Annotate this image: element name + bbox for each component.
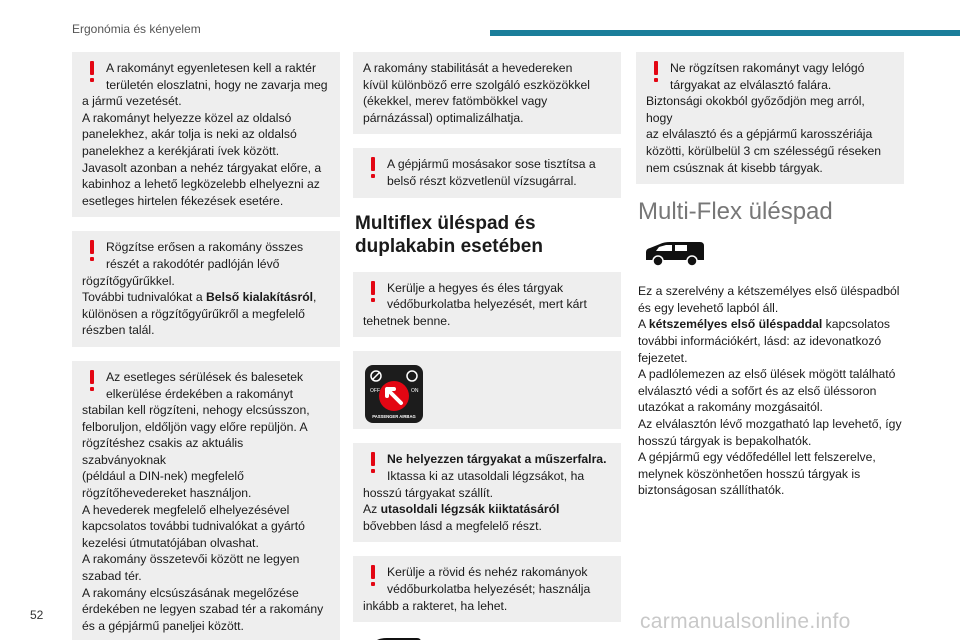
- warning-box-short-heavy: Kerülje a rövid és nehéz rakományok védőburkolatba helyezését; használja inkább a rakteret, ha lehet.: [353, 556, 621, 622]
- link-airbag-deactivation: utasoldali légzsák kiiktatásáról: [380, 502, 560, 517]
- warning-icon: [652, 61, 660, 83]
- watermark: carmanualsonline.info: [640, 610, 851, 633]
- airbag-caption: PASSENGER AIRBAG: [372, 414, 416, 420]
- warning-icon: [88, 240, 96, 262]
- airbag-off-label: OFF: [370, 388, 380, 395]
- warning-box-washing: A gépjármű mosásakor sose tisztítsa a belső részt közvetlenül vízsugárral.: [353, 148, 621, 197]
- column-left: [72, 52, 340, 640]
- airbag-illustration-box: [353, 351, 621, 429]
- column-right: [636, 52, 904, 499]
- page-number: 52: [30, 608, 44, 622]
- warning-box-sharp-objects: Kerülje a hegyes és éles tárgyak védőburkolatba helyezését, mert kárt tehetnek benne.: [353, 272, 621, 338]
- warning-box-dashboard: Ne helyezzen tárgyakat a műszerfalra. Iktassa ki az utasoldali légzsákot, ha hosszú tárgyakat szállít. Az utasoldali légzsák kiiktatásáról bővebben lásd a megfelelő részt.: [353, 443, 621, 542]
- warning-box-partition: Ne rögzítsen rakományt vagy lelógó tárgyakat az elválasztó falára. Biztonsági okokból győződjön meg arról, hogy az elválasztó és a gépjármű karosszériája közötti, körülbelül 3 cm szélességű réseken nem csúsznak át kisebb tárgyak.: [636, 52, 904, 184]
- section-heading-multiflex: Multiflex üléspad és duplakabin esetében: [355, 212, 543, 257]
- airbag-on-label: ON: [411, 388, 419, 395]
- link-double-front-bench: kétszemélyes első üléspaddal: [648, 317, 823, 332]
- section-heading-multi-flex-bench: Multi-Flex üléspad: [638, 198, 833, 226]
- warning-icon: [369, 281, 377, 303]
- warning-icon: [369, 565, 377, 587]
- column-middle: [353, 52, 621, 640]
- warning-icon: [88, 370, 96, 392]
- warning-box-load-distribution: A rakományt egyenletesen kell a raktér területén eloszlatni, hogy ne zavarja meg a jármű vezetését. A rakományt helyezze közel az oldalsó panelekhez, akár tolja is neki az oldalsó panelekhez a kerékjárati ívek között. Javasolt azonban a nehéz tárgyakat előre, a kabinhoz a lehető legközelebb elhelyezni az esetleges hirtelen fékezések esetére.: [72, 52, 340, 217]
- warning-box-straps: Az esetleges sérülések és balesetek elkerülése érdekében a rakományt stabilan kell rögzíteni, nehogy elcsússzon, felboruljon, eldőljön vagy előre repüljön. A rögzítéshez csakis az aktuális szabványoknak (például a DIN-nek) megfelelő rögzítőhevedereket használjon. A hevederek megfelelő elhelyezésével kapcsolatos további tudnivalókat a gyártó kezelési útmutatójában olvashat. A rakomány összetevői között ne legyen szabad tér. A rakomány elcsúszásának megelőzése érdekében ne legyen szabad tér a rakomány és a gépjármű paneljei között.: [72, 361, 340, 640]
- van-icon: [642, 240, 904, 273]
- link-interior-layout: Belső kialakításról: [206, 290, 314, 305]
- header-title: Ergonómia és kényelem: [72, 22, 201, 36]
- multi-flex-description: Ez a szerelvény a kétszemélyes első üléspadból és egy levehető lapból áll. A kétszemélyes első üléspaddal kapcsolatos további információkért, lásd: az idevonatkozó fejezetet. A padlólemezen az első ülések mögött található elválasztó védi a sofőrt és az első üléssoron utazókat a rakomány mozgásaitól. Az elválasztón lévő mozgatható lap levehető, így hosszú tárgyak is bepakolhatók. A gépjármű egy védőfedéllel lett felszerelve, melynek köszönhetően hosszú tárgyak is biztonságosan szállíthatók.: [638, 284, 902, 498]
- warning-icon: [88, 61, 96, 83]
- passenger-airbag-icon: [365, 365, 423, 423]
- warning-icon: [369, 157, 377, 179]
- van-icon: [359, 636, 621, 640]
- warning-icon: [369, 452, 377, 474]
- warning-box-secure-load: Rögzítse erősen a rakomány összes részét a rakodótér padlóján lévő rögzítőgyűrűkkel. További tudnivalókat a Belső kialakításról, különösen a rögzítőgyűrűkről a megfelelő részben talál.: [72, 231, 340, 347]
- info-box-stability: A rakomány stabilitását a hevedereken kívül különböző erre szolgáló eszközökkel (ékekkel, merev fatömbökkel vagy párnázással) optimalizálhatja.: [353, 52, 621, 134]
- header-accent-bar: [490, 30, 960, 36]
